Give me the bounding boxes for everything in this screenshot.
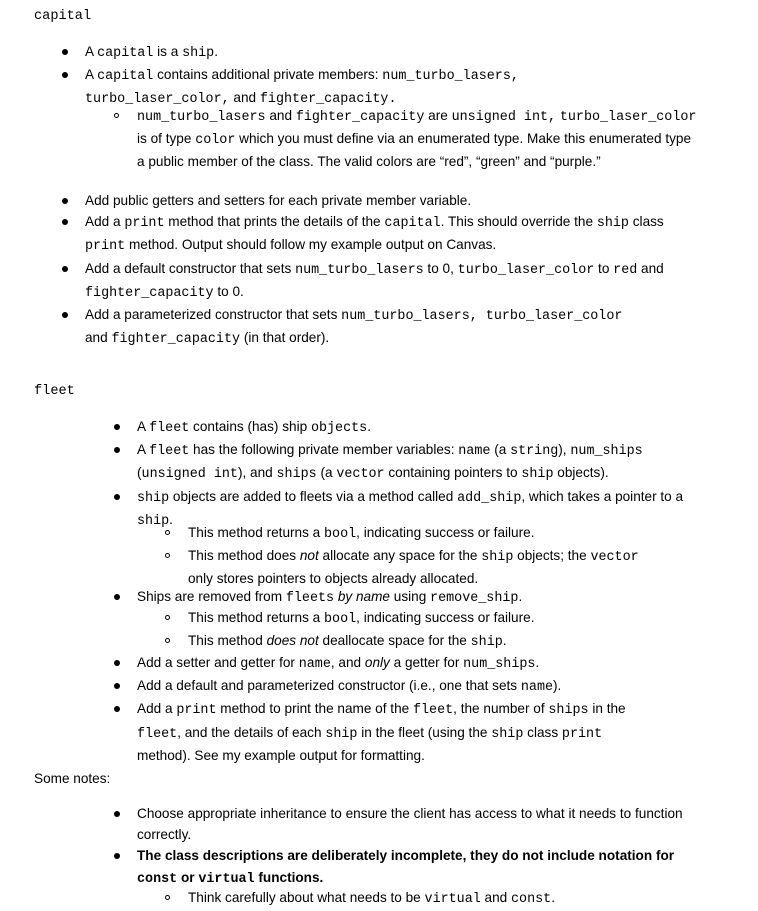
- list-item: Add a default constructor that sets num_turbo_lasers to 0, turbo_laser_color to red and fighter_capacity to 0.: [85, 258, 707, 304]
- list-item: A capital contains additional private members: num_turbo_lasers, turbo_laser_color, and fighter_capacity.: [85, 64, 705, 110]
- fleet-sublist-add: [188, 522, 698, 590]
- list-item: This method returns a bool, indicating success or failure.: [188, 607, 698, 630]
- fleet-sublist-remove: [188, 607, 698, 653]
- list-item: Add a default and parameterized constructor (i.e., one that sets name).: [137, 675, 707, 698]
- list-item: Think carefully about what needs to be virtual and const.: [188, 887, 698, 910]
- notes-heading: Some notes:: [34, 771, 111, 786]
- list-item: This method does not allocate any space for the ship objects; the vector only stores pointers to objects already allocated.: [188, 545, 698, 589]
- capital-heading: capital: [34, 9, 92, 24]
- list-item: Ships are removed from fleets by name using remove_ship.: [137, 586, 707, 609]
- list-item: Add a parameterized constructor that sets num_turbo_lasers, turbo_laser_color and fighter_capacity (in that order).: [85, 304, 707, 350]
- fleet-list-2: [137, 652, 707, 766]
- capital-list: [85, 41, 705, 111]
- list-item: Add a print method that prints the details of the capital. This should override the ship class print method. Output should follow my example output on Canvas.: [85, 211, 707, 257]
- list-item: Choose appropriate inheritance to ensure the client has access to what it needs to function correctly.: [137, 803, 697, 845]
- fleet-list-remove: [137, 586, 707, 609]
- fleet-list: [137, 416, 707, 532]
- list-item: The class descriptions are deliberately incomplete, they do not include notation for const or virtual functions.: [137, 845, 697, 889]
- list-item: Add public getters and setters for each private member variable.: [85, 190, 707, 211]
- notes-list: [137, 803, 697, 890]
- list-item: A fleet contains (has) ship objects.: [137, 416, 707, 439]
- fleet-heading: fleet: [34, 384, 75, 399]
- list-item: ship objects are added to fleets via a method called add_ship, which takes a pointer to a ship.: [137, 486, 707, 532]
- list-item: A capital is a ship.: [85, 41, 705, 64]
- list-item: Add a setter and getter for name, and only a getter for num_ships.: [137, 652, 707, 675]
- list-item: This method returns a bool, indicating success or failure.: [188, 522, 698, 545]
- list-item: A fleet has the following private member variables: name (a string), num_ships (unsigned int), and ships (a vector containing pointers to ship objects).: [137, 439, 707, 485]
- capital-sublist: [137, 105, 697, 173]
- capital-list-2: [85, 190, 707, 350]
- list-item: This method does not deallocate space for the ship.: [188, 630, 698, 653]
- list-item: num_turbo_lasers and fighter_capacity are unsigned int, turbo_laser_color is of type color which you must define via an enumerated type. Make this enumerated type a public member of the class. The valid colors are “red”, “green” and “purple.”: [137, 105, 697, 173]
- list-item: Add a print method to print the name of the fleet, the number of ships in the fleet, and the details of each ship in the fleet (using the ship class print method). See my example output for formatting.: [137, 698, 707, 766]
- notes-sublist: [188, 887, 698, 910]
